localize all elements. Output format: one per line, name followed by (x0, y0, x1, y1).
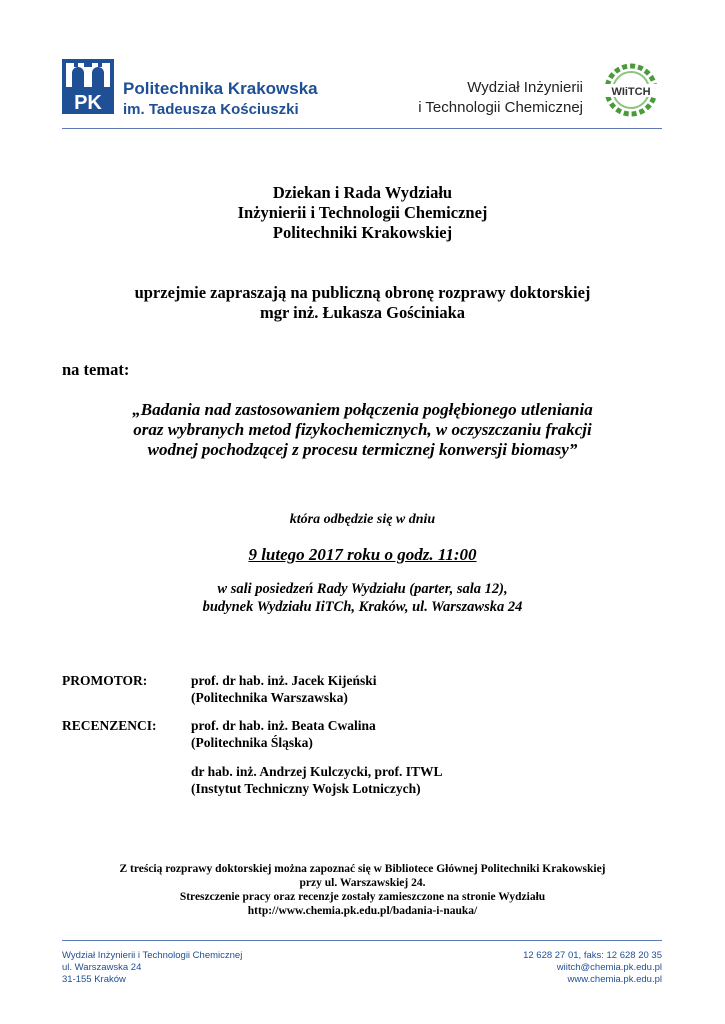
promotor-name (191, 672, 377, 706)
defense-location (0, 580, 725, 616)
footer-divider (62, 940, 662, 941)
faculty-name-line1: Wydział Inżynierii (467, 79, 583, 96)
university-name-line2: im. Tadeusza Kościuszki (123, 101, 299, 118)
title-line: wodnej pochodzącej z procesu termicznej konwersji biomasy” (147, 440, 578, 459)
faculty-name-line2: i Technologii Chemicznej (418, 99, 583, 116)
footer-faculty: Wydział Inżynierii i Technologii Chemicznej (62, 950, 243, 961)
heading-line: Inżynierii i Technologii Chemicznej (237, 203, 488, 222)
reviewer-2-name: dr hab. inż. Andrzej Kulczycki, prof. ITWL (191, 764, 443, 779)
reviewer-1-affiliation: (Politechnika Śląska) (191, 735, 313, 750)
footer-phone: 12 628 27 01, faks: 12 628 20 35 (523, 950, 662, 961)
faculty-name (418, 78, 583, 118)
note-line: Streszczenie pracy oraz recenzje zostały zamieszczone na stronie Wydziału (179, 891, 546, 903)
access-note (0, 862, 725, 918)
date-intro: która odbędzie się w dniu (289, 512, 436, 527)
topic-label: na temat: (62, 360, 130, 379)
footer-email[interactable]: wiitch@chemia.pk.edu.pl (556, 962, 662, 973)
footer-website[interactable]: www.chemia.pk.edu.pl (567, 974, 662, 985)
candidate-name: mgr inż. Łukasza Gościniaka (259, 303, 466, 322)
logo-letters: PK (74, 92, 102, 114)
invite-line: uprzejmie zapraszają na publiczną obronę rozprawy doktorskiej (134, 283, 591, 302)
university-logo (62, 59, 114, 114)
note-line: przy ul. Warszawskiej 24. (299, 877, 426, 889)
footer-city: 31-155 Kraków (62, 974, 126, 985)
location-line: budynek Wydziału IiTCh, Kraków, ul. Warszawska 24 (202, 599, 523, 615)
footer-address (62, 950, 242, 986)
faculty-gear-logo (600, 60, 662, 120)
footer-street: ul. Warszawska 24 (62, 962, 142, 973)
title-line: oraz wybranych metod fizykochemicznych, w oczyszczaniu frakcji (133, 420, 592, 439)
faculty-website-link[interactable]: http://www.chemia.pk.edu.pl/badania-i-nauka/ (247, 905, 478, 917)
defense-date (0, 545, 725, 565)
footer-contact (523, 950, 662, 986)
university-name (123, 78, 318, 120)
title-line: „Badania nad zastosowaniem połączenia pogłębionego utleniania (132, 400, 593, 419)
header-divider (62, 128, 662, 129)
location-line: w sali posiedzeń Rady Wydziału (parter, sala 12), (217, 581, 508, 597)
heading-line: Politechniki Krakowskiej (272, 223, 453, 242)
defense-date-text: 9 lutego 2017 roku o godz. 11:00 (248, 545, 477, 564)
thesis-title (0, 400, 725, 460)
reviewers-label: RECENZENCI: (62, 718, 157, 733)
invitation-text (0, 283, 725, 323)
faculty-logo-text: WIiTCH (611, 86, 651, 98)
heading-line: Dziekan i Rada Wydziału (272, 183, 453, 202)
promotor-name-line: prof. dr hab. inż. Jacek Kijeński (191, 673, 377, 688)
promotor-affiliation: (Politechnika Warszawska) (191, 690, 348, 705)
reviewer-1-name: prof. dr hab. inż. Beata Cwalina (191, 718, 376, 733)
invitation-heading (0, 183, 725, 243)
reviewer-2-affiliation: (Instytut Techniczny Wojsk Lotniczych) (191, 781, 421, 796)
note-line: Z treścią rozprawy doktorskiej można zapoznać się w Bibliotece Głównej Politechniki Krakowskiej (119, 863, 606, 875)
promotor-label: PROMOTOR: (62, 673, 148, 688)
reviewer-1 (191, 717, 376, 751)
university-name-line1: Politechnika Krakowska (123, 79, 318, 98)
reviewer-2 (191, 763, 443, 797)
